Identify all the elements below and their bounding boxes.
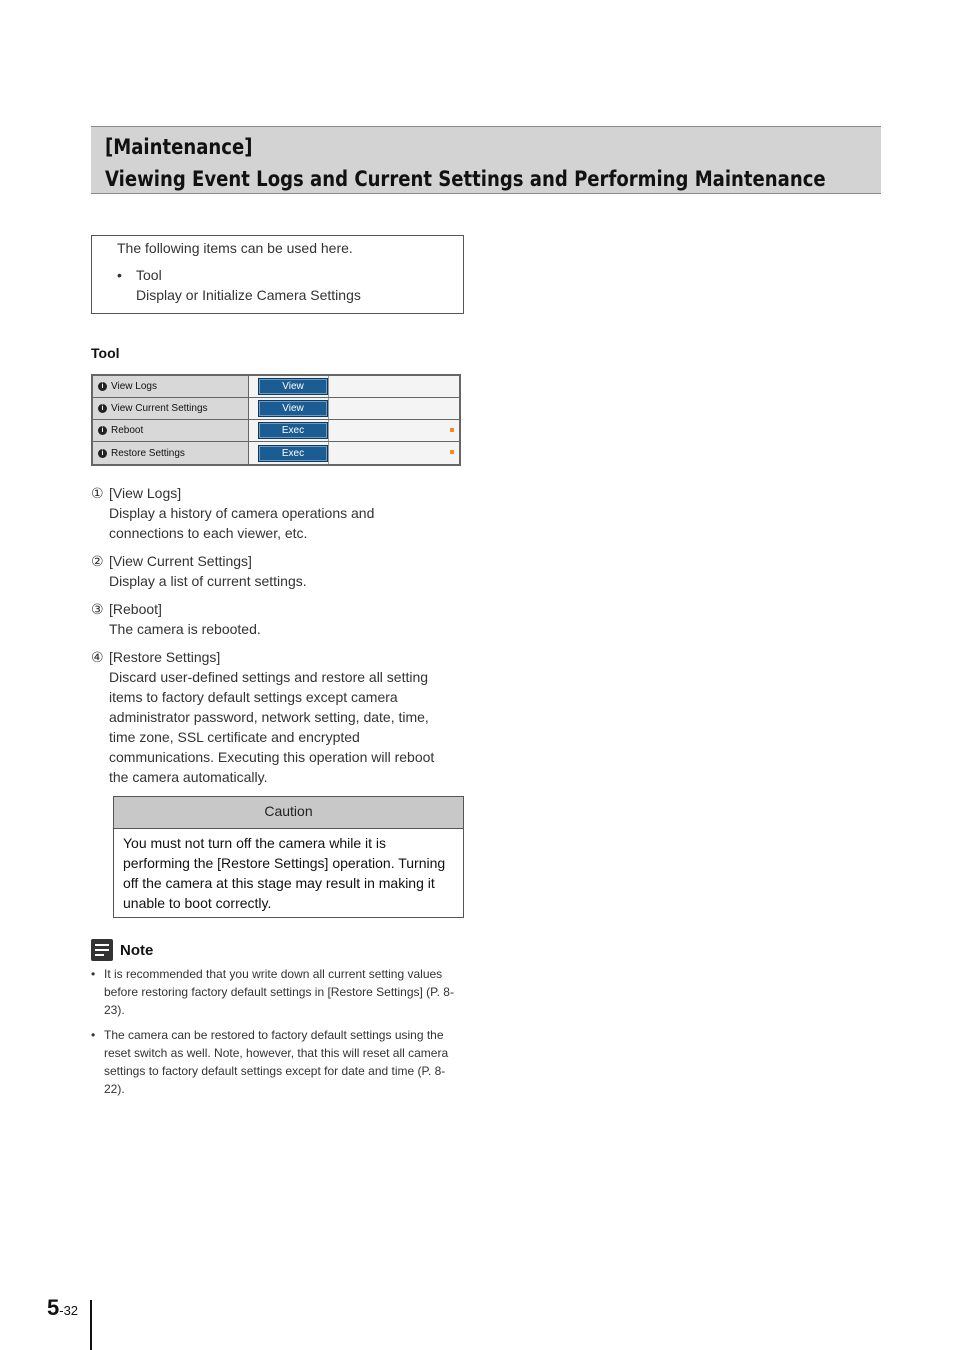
item-title: [View Logs] [109, 485, 182, 501]
view-logs-button[interactable]: View [258, 378, 328, 395]
caution-box [113, 796, 464, 918]
tool-table [91, 374, 461, 466]
section-heading: Tool [91, 345, 120, 361]
info-icon: i [98, 404, 107, 413]
page-title: Viewing Event Logs and Current Settings and Performing Maintenance [105, 167, 826, 191]
page-number [47, 1295, 78, 1321]
view-current-settings-button[interactable]: View [258, 400, 328, 417]
note-item: • It is recommended that you write down all current setting values before restoring factory default settings in [Restore Settings] (P. 8-23). [91, 965, 464, 1019]
item-title: [Restore Settings] [109, 649, 221, 665]
page-divider [90, 1300, 92, 1350]
note-item-text: It is recommended that you write down all current setting values before restoring factory default settings in [Restore Settings] (P. 8-23). [104, 967, 454, 1017]
intro-box [91, 235, 464, 314]
tool-row-label: View Current Settings [111, 403, 208, 414]
page-suffix: -32 [59, 1303, 79, 1318]
intro-text: The following items can be used here. [117, 240, 353, 256]
tool-row-reboot [93, 420, 459, 442]
item-number: ③ [91, 601, 104, 617]
item-number: ④ [91, 649, 104, 665]
caution-title: Caution [114, 797, 463, 829]
note-item: • The camera can be restored to factory default settings using the reset switch as well. Note, however, that this will reset all camera settings to factory default settings except for date and time (P. 8-22). [91, 1026, 464, 1098]
list-item-reboot [91, 599, 454, 639]
warning-marker-icon [450, 428, 454, 432]
note-title: Note [120, 941, 154, 959]
restore-settings-exec-button[interactable]: Exec [258, 445, 328, 462]
chapter-number: 5 [47, 1295, 60, 1320]
tool-row-label: Reboot [111, 425, 144, 436]
item-number: ② [91, 553, 104, 569]
tool-row-label: View Logs [111, 381, 157, 392]
header-section-tag: [Maintenance] [105, 135, 253, 159]
list-item-restore-settings [91, 647, 454, 787]
note-icon [91, 939, 113, 961]
item-desc: Display a list of current settings. [109, 573, 307, 589]
warning-marker-icon [450, 450, 454, 454]
reboot-exec-button[interactable]: Exec [258, 422, 328, 439]
info-icon: i [98, 382, 107, 391]
item-title: [View Current Settings] [109, 553, 252, 569]
list-item-view-current-settings [91, 551, 454, 591]
intro-item-desc: Display or Initialize Camera Settings [136, 287, 361, 303]
page-header [91, 126, 881, 194]
tool-row-label: Restore Settings [111, 447, 185, 459]
item-number: ① [91, 485, 104, 501]
item-desc: The camera is rebooted. [109, 621, 261, 637]
item-desc: Display a history of camera operations and connections to each viewer, etc. [109, 505, 375, 541]
tool-row-view-logs [93, 376, 459, 398]
caution-text: You must not turn off the camera while it is performing the [Restore Settings] operation. Turning off the camera at this stage may result in making it unable to boot correctly. [123, 835, 446, 911]
note-item-text: The camera can be restored to factory default settings using the reset switch as well. Note, however, that this will reset all camera settings to factory default settings except for date and time (P. 8-22). [104, 1028, 449, 1096]
intro-bullet: • [117, 267, 122, 283]
item-title: [Reboot] [109, 601, 162, 617]
info-icon: i [98, 449, 107, 458]
intro-item-title: Tool [136, 267, 162, 283]
tool-row-restore-settings [93, 442, 459, 464]
note-header [91, 939, 153, 961]
list-item-view-logs [91, 483, 399, 543]
item-desc: Discard user-defined settings and restore all setting items to factory default settings except camera administrator password, network setting, date, time, time zone, SSL certificate and encrypted communications. Executing this operation will reboot the camera automatically. [109, 669, 435, 785]
info-icon: i [98, 426, 107, 435]
tool-row-view-current-settings [93, 398, 459, 420]
